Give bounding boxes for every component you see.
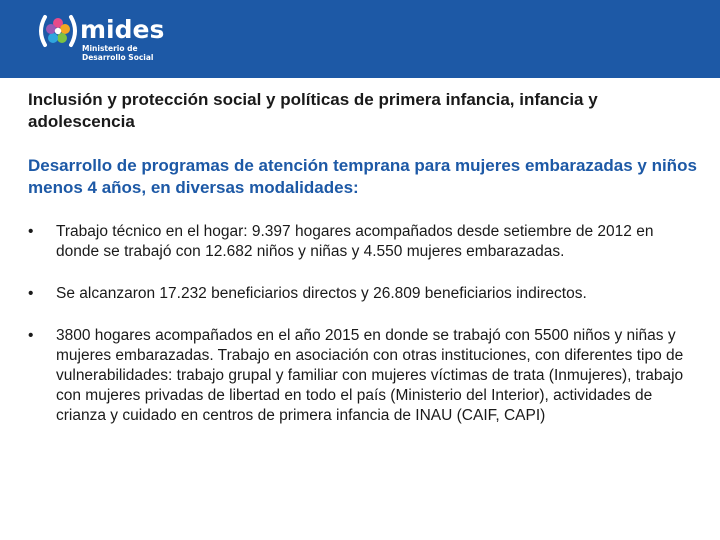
- bullet-text: 3800 hogares acompañados en el año 2015 en donde se trabajó con 5500 niños y niñas y mujeres embarazadas. Trabajo en asociación con otras instituciones, con diferentes tipo de vulnerabilidades: trabajo grupal y familiar con mujeres víctimas de trata (Inmujeres), trabajo con mujeres privadas de libertad en todo el país (Ministerio del Interior), actividades de crianza y cuidado en centros de primera infancia de INAU (CAIF, CAPI): [56, 327, 684, 424]
- list-item: [28, 222, 688, 262]
- list-item: [28, 326, 688, 426]
- brand-subtitle-line1: Ministerio de: [82, 44, 138, 53]
- slide-subtitle: Desarrollo de programas de atención temprana para mujeres embarazadas y niños menos 4 años, en diversas modalidades:: [28, 156, 697, 197]
- header-bar: [0, 0, 720, 78]
- bullet-marker: •: [28, 223, 34, 240]
- bullet-marker: •: [28, 285, 34, 302]
- slide-title: Inclusión y protección social y políticas de primera infancia, infancia y adolescencia: [28, 90, 598, 131]
- flower-logo-icon: [36, 14, 80, 48]
- brand-subtitle: [82, 44, 154, 62]
- mides-logo: [36, 14, 166, 66]
- brand-name: mides: [80, 15, 165, 44]
- bullet-list: [28, 222, 688, 426]
- bullet-text: Trabajo técnico en el hogar: 9.397 hogares acompañados desde setiembre de 2012 en donde se trabajó con 12.682 niños y niñas y 4.550 mujeres embarazadas.: [56, 223, 654, 260]
- bullet-marker: •: [28, 327, 34, 344]
- bullet-text: Se alcanzaron 17.232 beneficiarios directos y 26.809 beneficiarios indirectos.: [56, 285, 587, 302]
- brand-subtitle-line2: Desarrollo Social: [82, 53, 154, 62]
- list-item: [28, 284, 688, 304]
